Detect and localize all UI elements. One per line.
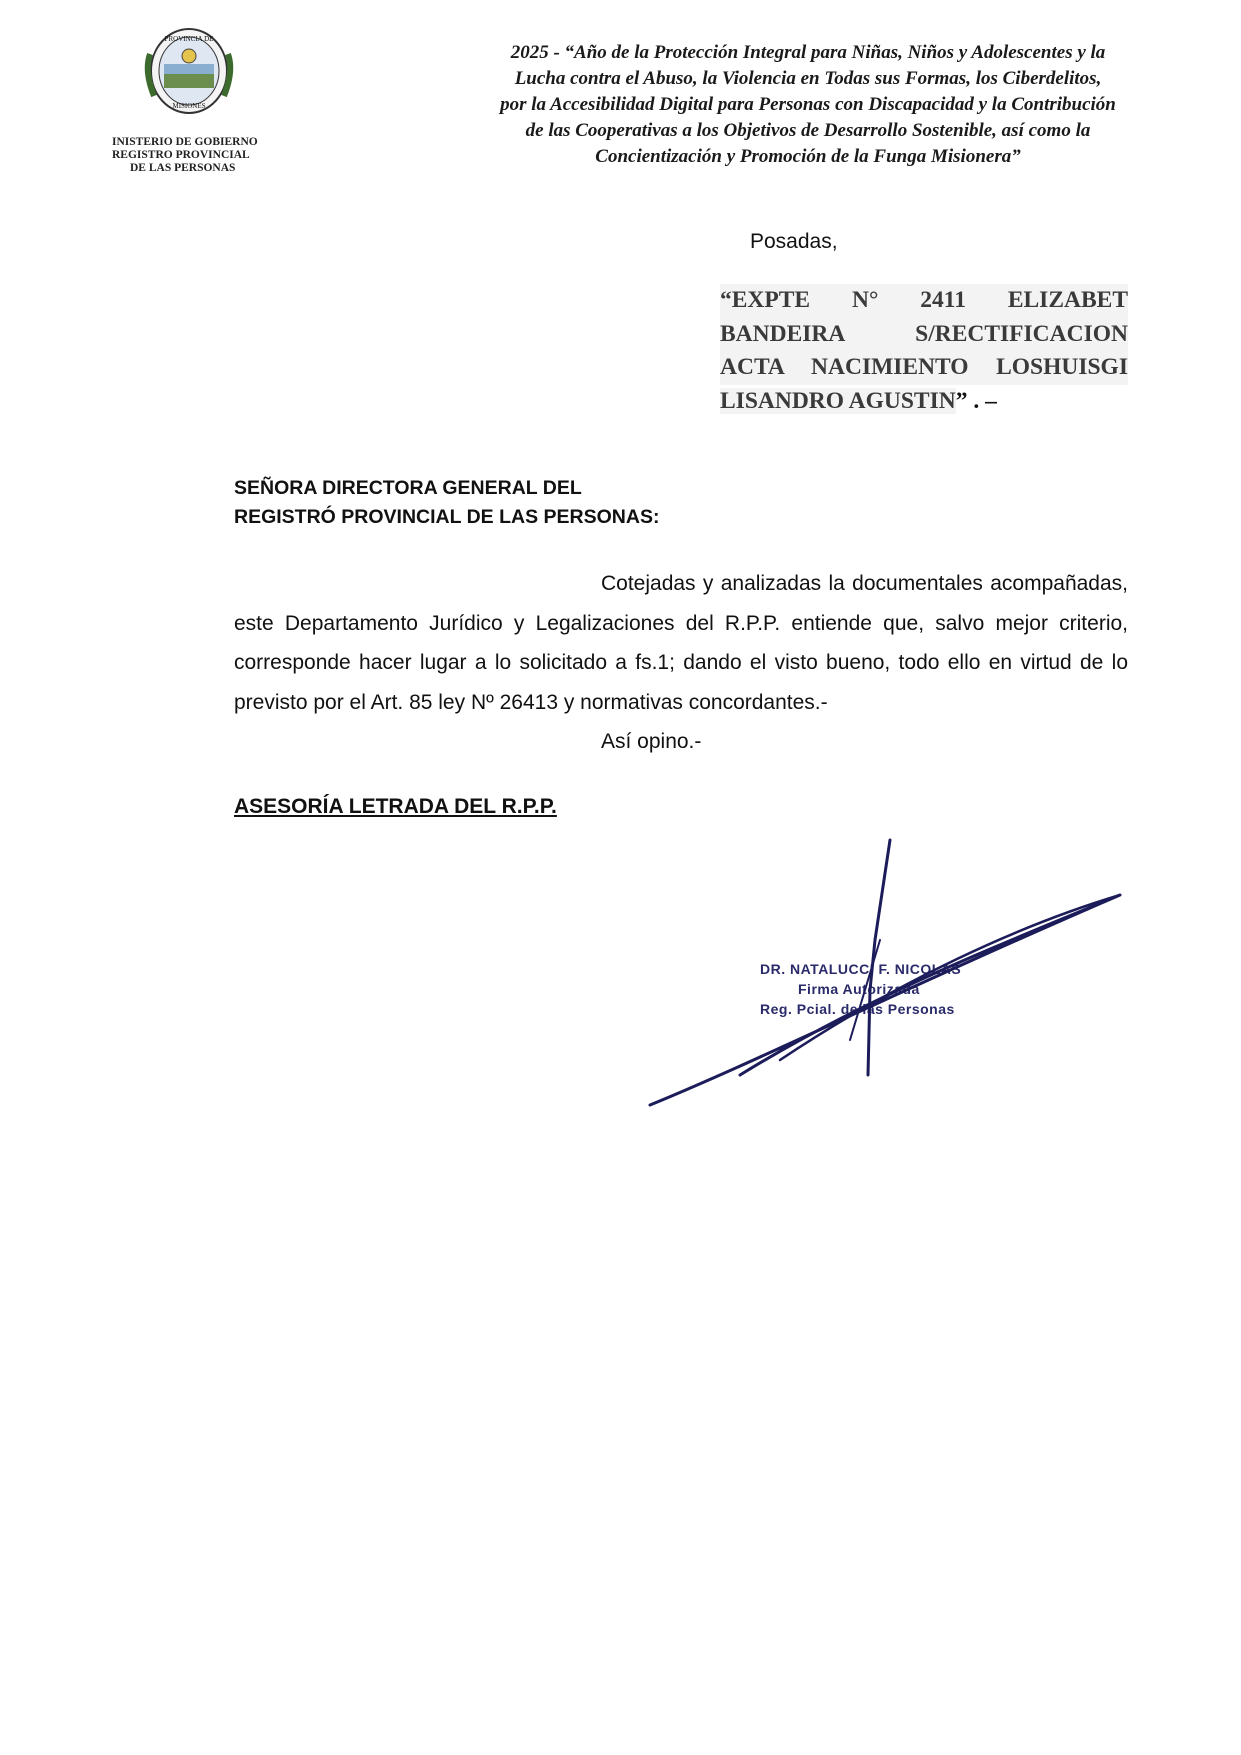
body-text: Cotejadas y analizadas la documentales acompañadas, este Departamento Jurídico y Legalizaciones del R.P.P. entiende que, salvo mejor criterio, corresponde hacer lugar a lo solicitado a fs.1; dando el visto bueno, todo ello en virtud de lo previsto por el Art. 85 ley Nº 26413 y normativas concordantes.- [234, 572, 1128, 714]
expediente-tail: ” . – [955, 387, 997, 414]
year-motto [458, 40, 1158, 170]
ministry-line: REGISTRO PROVINCIAL [112, 149, 250, 161]
provincia-de-misiones-seal-icon [142, 24, 236, 118]
year-motto-line: por la Accesibilidad Digital para Personas con Discapacidad y la Contribución [500, 94, 1116, 115]
place-date: Posadas, [750, 230, 838, 253]
expediente-line: “EXPTE N° 2411 ELIZABET [720, 284, 1128, 318]
stamp-line: Firma Autorizada [798, 981, 920, 997]
seal-bottom-text: MISIONES [172, 102, 206, 110]
addressee-line: REGISTRÓ PROVINCIAL DE LAS PERSONAS: [234, 506, 660, 528]
stamp-line: DR. NATALUCCI F. NICOLAS [760, 961, 962, 977]
ministry-line: DE LAS PERSONAS [130, 162, 236, 174]
ministry-line: INISTERIO DE GOBIERNO [112, 136, 258, 148]
ministry-heading [112, 136, 292, 175]
closing-text: Así opino.- [601, 730, 702, 753]
seal-top-text: PROVINCIA DE [164, 35, 214, 43]
expediente-line: BANDEIRA S/RECTIFICACION [720, 318, 1128, 352]
stamp-line: Reg. Pcial. de las Personas [760, 1001, 955, 1017]
expediente-last-line [720, 385, 1128, 419]
body-paragraph [234, 564, 1128, 722]
addressee-line: SEÑORA DIRECTORA GENERAL DEL [234, 477, 582, 499]
expediente-name: LISANDRO AGUSTIN [720, 387, 956, 414]
expediente-reference [720, 284, 1128, 418]
year-motto-line: Lucha contra el Abuso, la Violencia en Todas sus Formas, los Ciberdelitos, [514, 68, 1102, 89]
year-motto-line: 2025 - “Año de la Protección Integral para Niñas, Niños y Adolescentes y la [510, 42, 1106, 63]
year-motto-line: de las Cooperativas a los Objetivos de Desarrollo Sostenible, así como la [525, 120, 1091, 141]
year-motto-line: Concientización y Promoción de la Funga Misionera” [595, 146, 1021, 167]
addressee [234, 474, 659, 532]
expediente-line: ACTA NACIMIENTO LOSHUISGI [720, 351, 1128, 385]
handwritten-signature [640, 830, 1140, 1110]
signature-title: ASESORÍA LETRADA DEL R.P.P. [234, 795, 557, 818]
